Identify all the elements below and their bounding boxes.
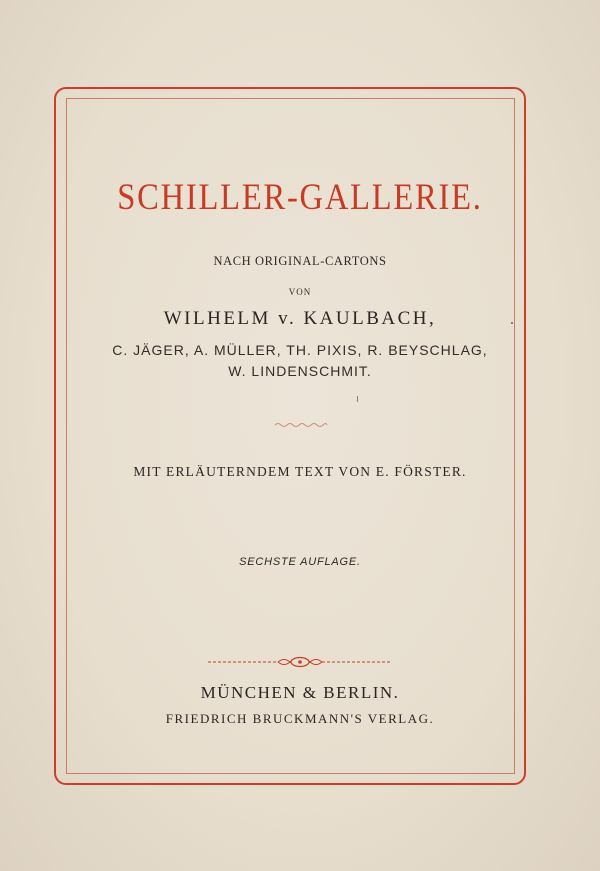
von-label: VON — [288, 287, 312, 297]
paper-speck — [357, 396, 358, 402]
book-title: SCHILLER-GALLERIE. — [117, 177, 483, 218]
small-wavy-ornament — [273, 421, 329, 429]
paper-speck — [511, 322, 513, 324]
other-artists-line-1: C. JÄGER, A. MÜLLER, TH. PIXIS, R. BEYSCHLAG, — [112, 342, 488, 358]
other-artists-line-2: W. LINDENSCHMIT. — [228, 363, 372, 379]
publisher: FRIEDRICH BRUCKMANN'S VERLAG. — [165, 711, 435, 726]
main-artist: WILHELM v. KAULBACH, — [163, 308, 437, 329]
subtitle: NACH ORIGINAL-CARTONS — [213, 254, 387, 268]
edition-note: SECHSTE AUFLAGE. — [239, 556, 361, 568]
decorative-divider-ornament — [200, 655, 400, 669]
commentary-credit: MIT ERLÄUTERNDEM TEXT VON E. FÖRSTER. — [133, 464, 467, 479]
publication-place: MÜNCHEN & BERLIN. — [200, 683, 400, 702]
